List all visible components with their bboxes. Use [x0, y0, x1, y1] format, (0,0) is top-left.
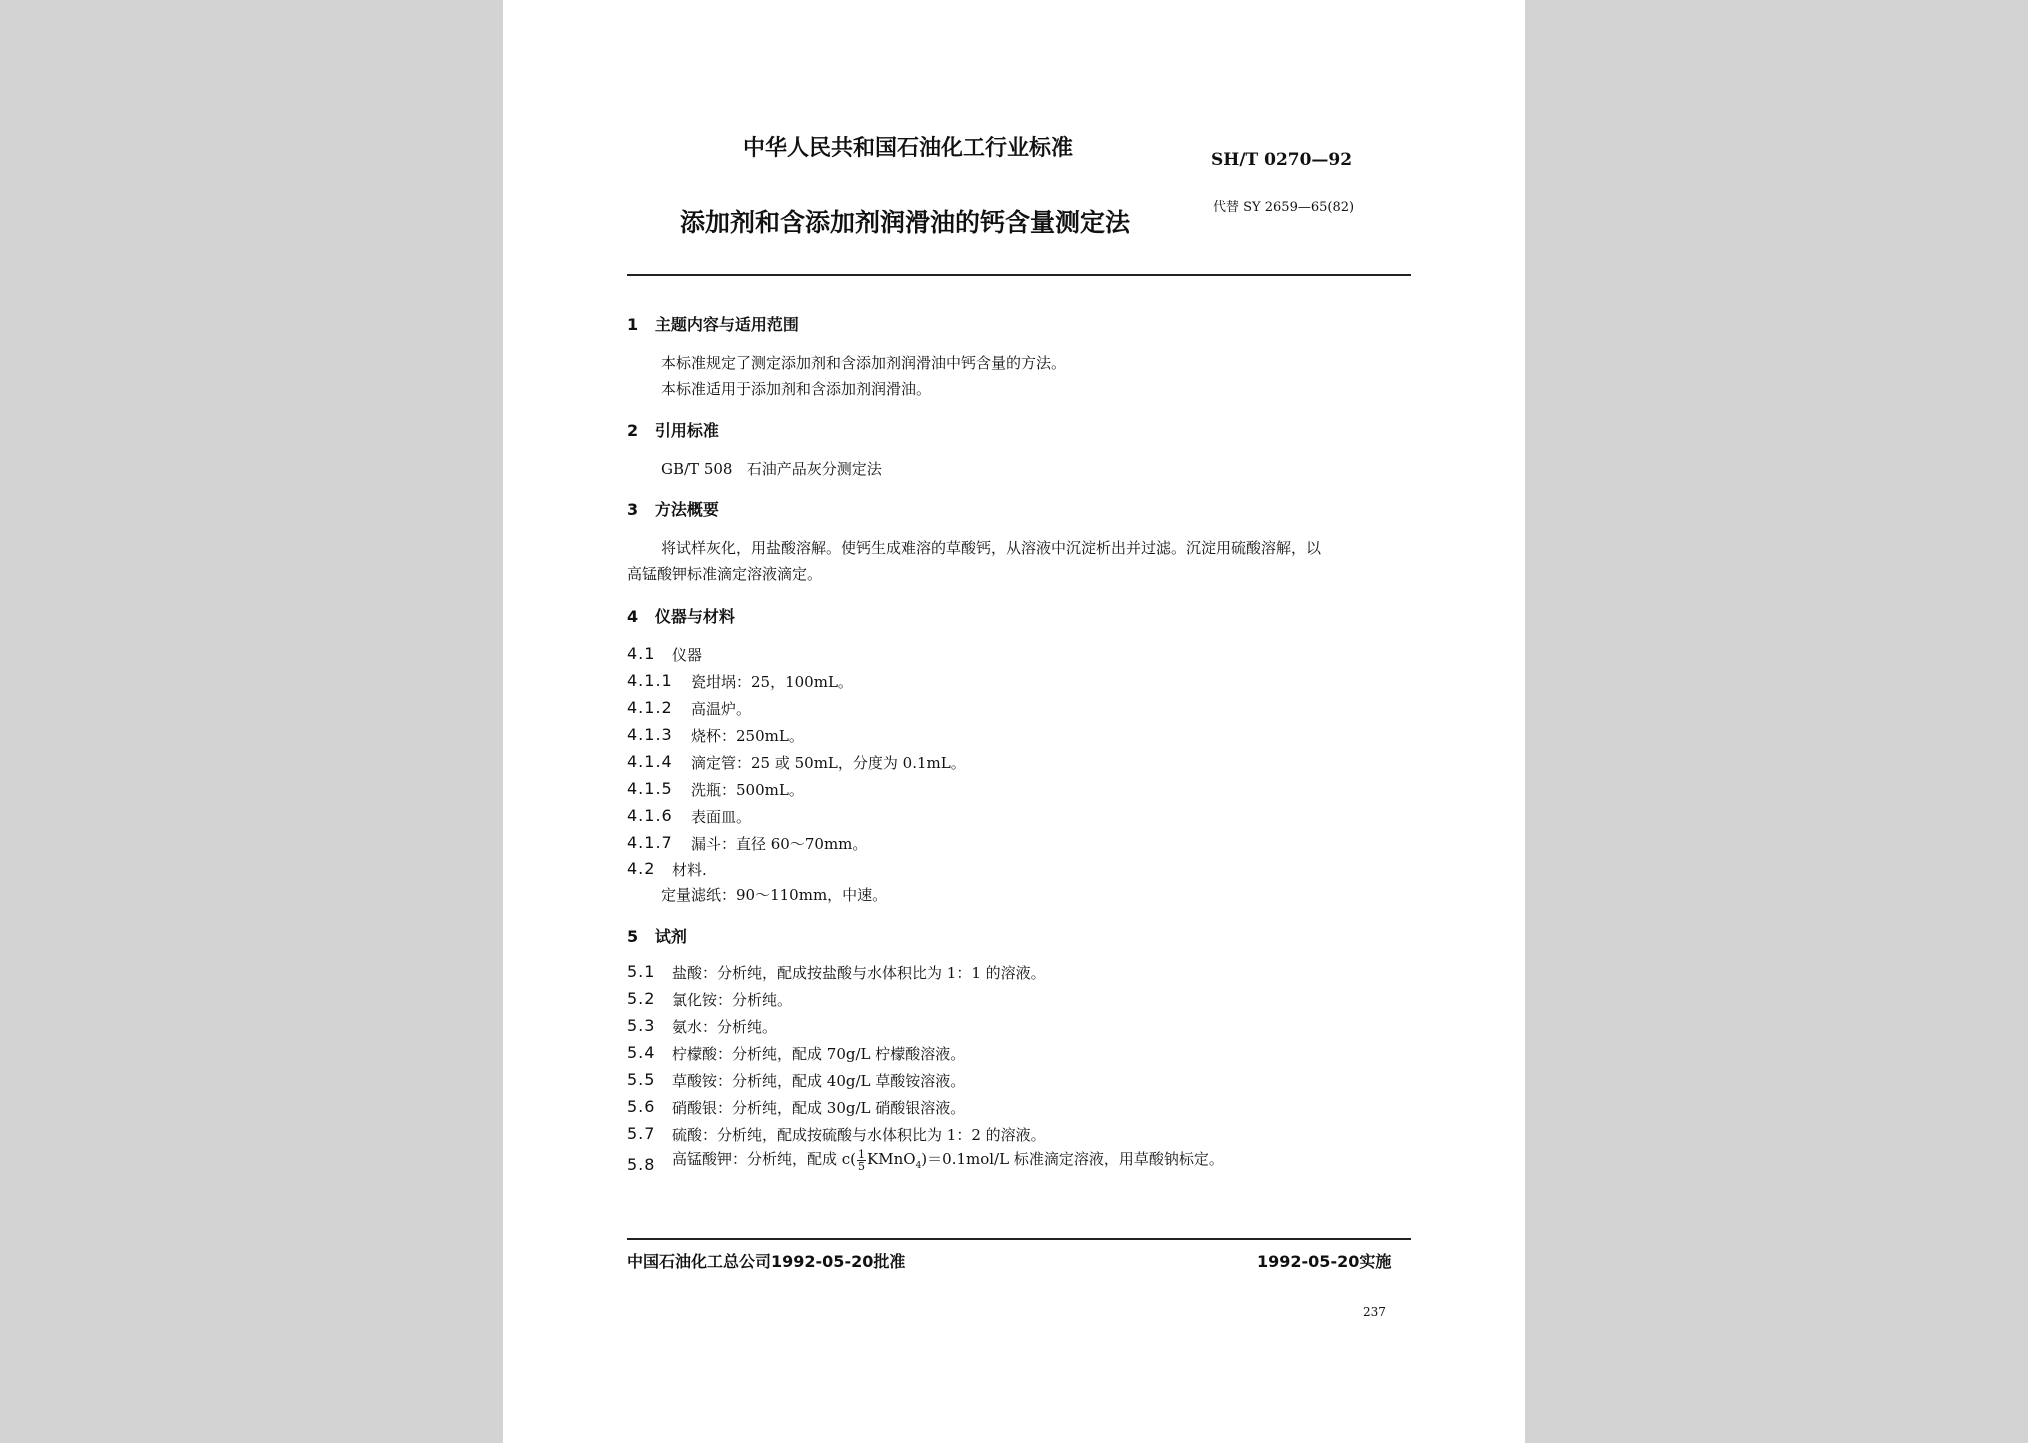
- item-text: 滴定管：25 或 50mL，分度为 0.1mL。: [691, 754, 966, 772]
- section-number: 1: [627, 315, 639, 334]
- section-3-line-1: 将试样灰化，用盐酸溶解。使钙生成难溶的草酸钙，从溶液中沉淀析出并过滤。沉淀用硫酸溶解，以: [661, 539, 1322, 557]
- material-description: 定量滤纸：90～110mm，中速。: [661, 886, 888, 904]
- section-number: 4: [627, 607, 639, 626]
- fraction-denominator: 5: [858, 1159, 866, 1173]
- section-title: 仪器与材料: [654, 607, 735, 626]
- item-text: 仪器: [672, 646, 703, 664]
- item-text: 盐酸：分析纯，配成按盐酸与水体积比为 1：1 的溶液。: [672, 964, 1046, 982]
- section-title: 引用标准: [654, 421, 719, 440]
- item-number: 5.3: [627, 1016, 656, 1035]
- item-number: 5.7: [627, 1124, 656, 1143]
- page-number: 237: [1363, 1305, 1386, 1319]
- formula-subscript: 4: [915, 1161, 922, 1171]
- item-number: 5.1: [627, 962, 656, 981]
- item-number: 4.1.3: [627, 725, 673, 744]
- footer-rule: [627, 1238, 1411, 1240]
- section-number: 5: [627, 927, 639, 946]
- section-title: 主题内容与适用范围: [654, 315, 799, 334]
- standard-number: SH/T 0270—92: [1211, 150, 1353, 170]
- approval-text: 中国石油化工总公司1992-05-20批准: [627, 1252, 906, 1271]
- org-title: 中华人民共和国石油化工行业标准: [743, 136, 1074, 161]
- item-number: 5.5: [627, 1070, 656, 1089]
- normative-reference: [661, 458, 882, 479]
- item-text: 材料.: [672, 861, 707, 879]
- section-4-heading: [627, 604, 735, 627]
- item-number: 5.8: [627, 1155, 656, 1174]
- item-number: 4.1.6: [627, 806, 673, 825]
- item-text: 草酸铵：分析纯，配成 40g/L 草酸铵溶液。: [672, 1072, 966, 1090]
- reference-title: 石油产品灰分测定法: [746, 460, 882, 478]
- section-5-heading: [627, 924, 687, 947]
- effective-date: 1992-05-20实施: [1257, 1252, 1392, 1271]
- item-text-formula: [672, 1148, 1224, 1172]
- document-page: [503, 0, 1525, 1443]
- item-text: 氯化铵：分析纯。: [672, 991, 793, 1009]
- item-text: 漏斗：直径 60～70mm。: [691, 835, 868, 853]
- formula-suffix: )＝0.1mol/L 标准滴定溶液，用草酸钠标定。: [921, 1150, 1224, 1168]
- section-3-line-2: 高锰酸钾标准滴定溶液滴定。: [627, 565, 823, 583]
- fraction-numerator: 1: [858, 1147, 866, 1161]
- header-rule: [627, 274, 1411, 276]
- section-title: 试剂: [654, 927, 687, 946]
- item-number: 4.1.1: [627, 671, 673, 690]
- item-number: 5.6: [627, 1097, 656, 1116]
- section-1-para-2: 本标准适用于添加剂和含添加剂润滑油。: [661, 380, 932, 398]
- formula-prefix: 高锰酸钾：分析纯，配成 c(: [672, 1150, 857, 1168]
- item-number: 4.1.2: [627, 698, 673, 717]
- item-number: 4.2: [627, 859, 656, 878]
- item-text: 表面皿。: [691, 808, 752, 826]
- section-1-heading: [627, 312, 799, 335]
- section-title: 方法概要: [654, 500, 719, 519]
- item-text: 烧杯：250mL。: [691, 727, 804, 745]
- item-text: 柠檬酸：分析纯，配成 70g/L 柠檬酸溶液。: [672, 1045, 966, 1063]
- replaces-note: 代替 SY 2659—65(82): [1213, 200, 1355, 215]
- section-2-heading: [627, 418, 719, 441]
- item-text: 氨水：分析纯。: [672, 1018, 778, 1036]
- section-number: 3: [627, 500, 639, 519]
- fraction: [857, 1149, 866, 1172]
- item-text: 硫酸：分析纯，配成按硫酸与水体积比为 1：2 的溶液。: [672, 1126, 1046, 1144]
- item-number: 5.4: [627, 1043, 656, 1062]
- section-3-heading: [627, 497, 719, 520]
- section-1-para-1: 本标准规定了测定添加剂和含添加剂润滑油中钙含量的方法。: [661, 354, 1067, 372]
- formula-compound: KMnO: [867, 1150, 916, 1168]
- item-number: 5.2: [627, 989, 656, 1008]
- item-number: 4.1.7: [627, 833, 673, 852]
- item-number: 4.1.5: [627, 779, 673, 798]
- document-title: 添加剂和含添加剂润滑油的钙含量测定法: [680, 208, 1131, 237]
- reference-code: GB/T 508: [661, 460, 733, 478]
- item-text: 洗瓶：500mL。: [691, 781, 804, 799]
- item-text: 瓷坩埚：25，100mL。: [691, 673, 853, 691]
- item-text: 高温炉。: [691, 700, 752, 718]
- item-number: 4.1.4: [627, 752, 673, 771]
- section-number: 2: [627, 421, 639, 440]
- item-number: 4.1: [627, 644, 656, 663]
- item-text: 硝酸银：分析纯，配成 30g/L 硝酸银溶液。: [672, 1099, 966, 1117]
